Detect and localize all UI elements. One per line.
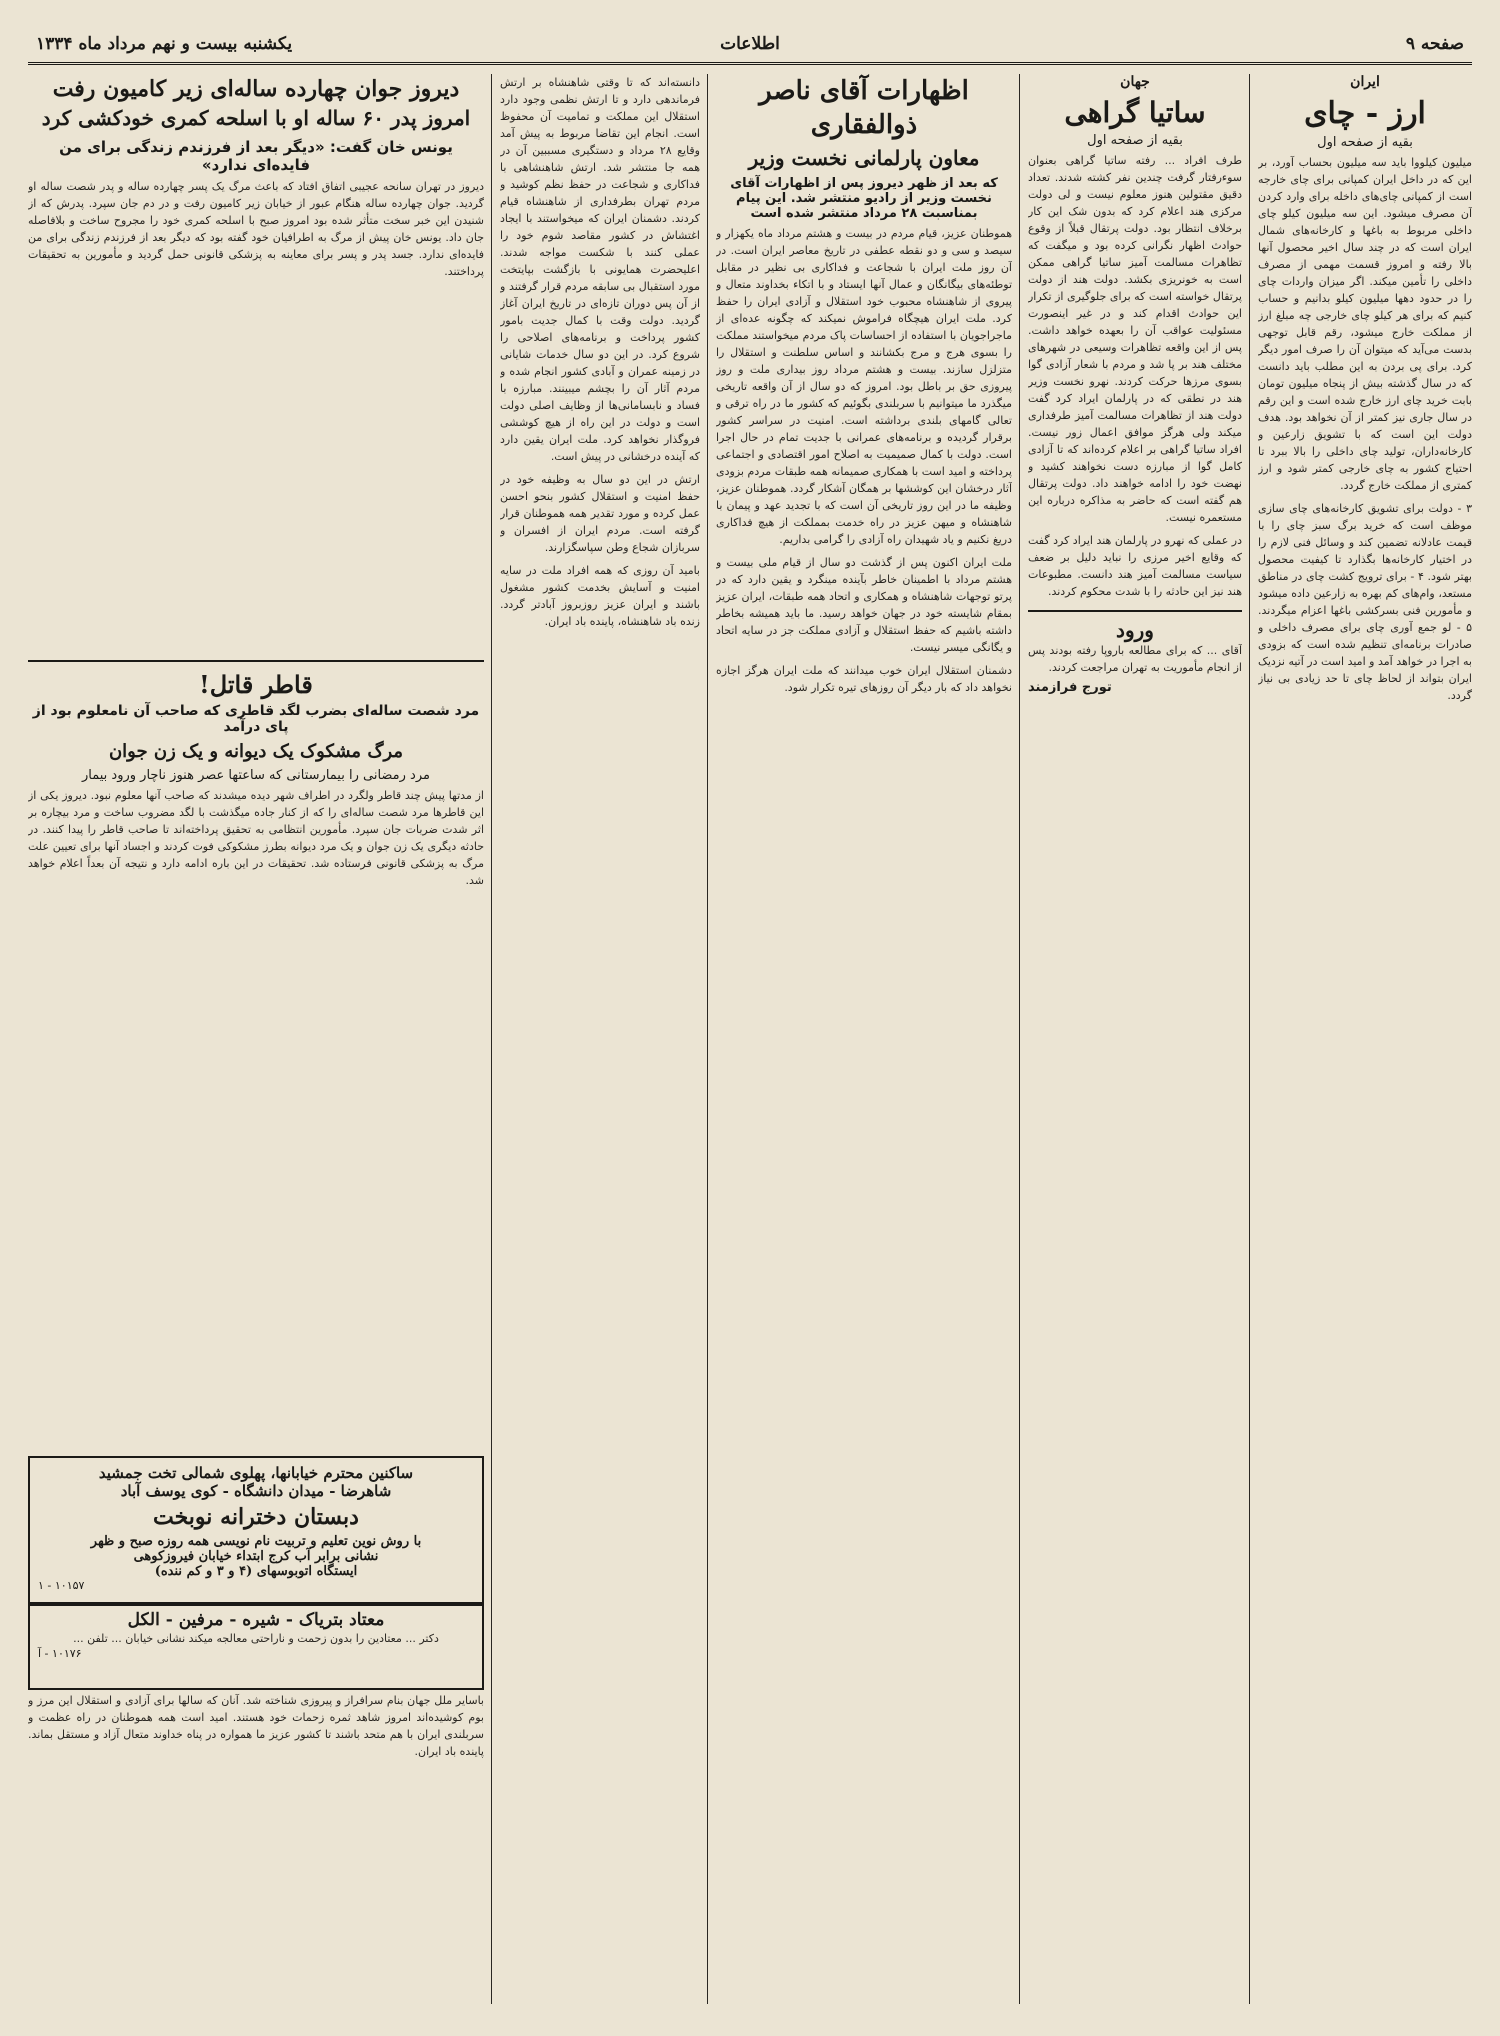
advert-line: با روش نوین تعلیم و تربیت نام نویسی همه روزه صبح و ظهر xyxy=(90,1534,422,1549)
column-rule xyxy=(1019,74,1020,2004)
article-body-continued: ارتش در این دو سال به وظیفه خود در حفظ امنیت و استقلال کشور بنحو احسن عمل کرده و مورد تقدیر همه هموطنان قرار گرفته است. مردم ایران از افسران و سربازان شجاع وطن سپاسگزارند. xyxy=(500,473,700,554)
story-title-second: امروز پدر ۶۰ ساله او با اسلحه کمری خودکشی کرد xyxy=(41,106,471,130)
advert-code: ۱۰۱۵۷ - ۱ xyxy=(38,1579,85,1592)
page-number: صفحه ۹ xyxy=(1405,34,1464,54)
column-rule xyxy=(707,74,708,2004)
author-signature: تورج فرازمند xyxy=(1028,680,1112,695)
column-satyagraha xyxy=(1028,74,1242,2004)
continued-note: بقیه از صفحه اول xyxy=(1087,133,1183,148)
column-currency-tea xyxy=(1258,74,1472,2004)
advert-title: دبستان دخترانه نوبخت xyxy=(153,1504,359,1530)
advert-body: دکتر ... معتادین را بدون زحمت و ناراحتی معالجه میکند نشانی خیابان ... تلفن ... xyxy=(73,1632,439,1645)
story-body: باسایر ملل جهان بنام سرافراز و پیروزی شناخته شد. آنان که سالها برای آزادی و استقلال این مرز و بوم کوشیده‌اند امروز شاهد ثمره زحمات خود هستند. امید است همه هموطنان در راه عظمت و سربلندی ایران با هم متحد باشند تا کشور عزیز ما همواره در پناه خداوند متعال آزاد و مستقل بماند. پاینده باد ایران. xyxy=(28,1694,484,1758)
story-body: از مدتها پیش چند قاطر ولگرد در اطراف شهر دیده میشدند که صاحب آنها معلوم نبود. دیروز یکی از این قاطرها مرد شصت ساله‌ای را که از کنار جاده میگذشت با لگد مضروب ساخت و مرد بیچاره بر اثر شدت ضربات جان سپرد. مأمورین انتظامی به تحقیق پرداخته‌اند تا صاحب قاطر را پیدا کنند. در حادثه دیگری یک زن جوان و یک مرد دیوانه بطرز مشکوکی فوت کردند و اجساد آنها برای تعیین علت مرگ به پزشکی قانونی فرستاده شد. تحقیقات در این باره ادامه دارد و نتیجه آن بعداً اعلام خواهد شد. xyxy=(28,789,484,887)
column-rule xyxy=(491,74,492,2004)
article-closing: دشمنان استقلال ایران خوب میدانند که ملت ایران هرگز اجازه نخواهد داد که بار دیگر آن روزهای تیره تکرار شود. xyxy=(716,664,1012,694)
advert-line: شاهرضا - میدان دانشگاه - کوی یوسف آباد xyxy=(120,1482,392,1500)
article-body-continued: ملت ایران اکنون پس از گذشت دو سال از قیام ملی بیست و هشتم مرداد با اطمینان خاطر بآینده مینگرد و یقین دارد که در پرتو توجهات شاهنشاه و همکاری و اتحاد همه طبقات، ایران عزیز بمقام شایسته خود در جهان خواهد رسید. ما باید همیشه بخاطر داشته باشیم که حفظ استقلال و آزادی مملکت جز در سایه اتحاد و یگانگی میسر نیست. xyxy=(716,556,1012,654)
section-label: جهان xyxy=(1120,74,1150,90)
article-body-continued: ۳ - دولت برای تشویق کارخانه‌های چای سازی موظف است که خرید برگ سبز چای را با قیمت عادلانه تضمین کند و وسائل فنی لازم را در اختیار کارخانه‌ها بگذارد تا کیفیت محصول بهتر شود. ۴ - برای ترویج کشت چای در مناطق مستعد، وام‌های کم بهره به زارعین داده میشود و مأمورین فنی بسرکشی باغها اعزام میگردند. ۵ - لو جمع آوری چای برای مصرف داخلی و صادرات برنامه‌ای تنظیم شده است که بزودی به اجرا در خواهد آمد و امید است در آتیه نزدیک ایران بتواند از لحاظ چای تا حد زیادی بی نیاز گردد. xyxy=(1258,502,1472,702)
column-zolfaghari-statement xyxy=(716,74,1012,2004)
advert-addiction-clinic xyxy=(28,1602,484,1690)
article-closing: بامید آن روزی که همه افراد ملت در سایه امنیت و آسایش بخدمت کشور مشغول باشند و ایران عزیز روزبروز آبادتر گردد. زنده باد شاهنشاه، پاینده باد ایران. xyxy=(500,564,700,628)
article-body: هموطنان عزیز، قیام مردم در بیست و هشتم مرداد ماه یکهزار و سیصد و سی و دو نقطه عطفی در تاریخ معاصر ایران است. در آن روز ملت ایران با شجاعت و فداکاری بی نظیر در مقابل توطئه‌های بیگانگان و عمال آنها ایستاد و با اتکاء بخداوند متعال و پیروی از شاهنشاه محبوب خود استقلال و آزادی ایران را حفظ کرد. ملت ایران هیچگاه فراموش نمیکند که چگونه عده‌ای از ماجراجویان با استفاده از احساسات پاک مردم میخواستند مملکت را بسوی هرج و مرج بکشانند و اساس سلطنت و استقلال را متزلزل سازند. بیست و هشتم مرداد روز بیداری ملت و روز پیروزی حق بر باطل بود. امروز که دو سال از آن واقعه تاریخی میگذرد ما میتوانیم با سربلندی بگوئیم که کشور ما در راه ترقی و تعالی گامهای بلندی برداشته است. امنیت در سراسر کشور برقرار گردیده و برنامه‌های عمرانی با جدیت تمام در حال اجرا است. دولت با کمال صمیمیت به اصلاح امور اقتصادی و اجتماعی پرداخته و امید است با همکاری صمیمانه همه طبقات مردم بزودی آثار درخشان این کوششها بر همگان آشکار گردد. هموطنان عزیز، وظیفه ما در این روز تاریخی آن است که با تجدید عهد و پیمان با شاهنشاه و میهن عزیز در راه خدمت بمملکت از هیچ فداکاری دریغ نکنیم و یاد شهیدان راه آزادی را گرامی بداریم. xyxy=(716,227,1012,546)
article-subtitle: معاون پارلمانی نخست وزیر xyxy=(748,146,980,170)
section-rule xyxy=(28,660,484,662)
advert-line: ایستگاه اتوبوسهای (۴ و ۳ و کم ننده) xyxy=(154,1564,358,1579)
section-label: ایران xyxy=(1350,74,1380,90)
advert-line: ساکنین محترم خیابانها، پهلوی شمالی تخت جمشید xyxy=(98,1464,414,1482)
arrival-body: آقای ... که برای مطالعه باروپا رفته بودند پس از انجام مأموریت به تهران مراجعت کردند. xyxy=(1028,644,1242,674)
story-kicker: یونس خان گفت: «دیگر بعد از فرزندم زندگی برای من فایده‌ای ندارد» xyxy=(59,138,453,174)
story-killer-mule xyxy=(28,670,484,1450)
story-title-second: مرگ مشکوک یک دیوانه و یک زن جوان xyxy=(108,741,404,762)
article-body: میلیون کیلووا باید سه میلیون بحساب آورد، بر این که در داخل ایران کمپانی برای چای خارجه است از کمپانی چای‌های داخله برای وارد کردن آن مصرف میشود. این سه میلیون کیلو چای داخلی مربوط به باغها و کارخانه‌های شمال ایران است که در چند سال اخیر محصول آنها بالا رفته و امروز قسمت مهمی از مصرف داخلی را تأمین میکند. اگر میزان واردات چای را در حدود دهها میلیون کیلو بدانیم و حساب کنیم که برای هر کیلو چای خارجی چه مبلغ ارز از مملکت خارج میشود، رقم قابل توجهی بدست می‌آید که میتوان آن را صرف امور دیگر کرد. برای پی بردن به این مطلب باید دانست که در سال گذشته بیش از پنجاه میلیون تومان بابت خرید چای ارز خارج شده است و این رقم در سال جاری نیز کمتر از آن نخواهد بود. هدف دولت این است که با تشویق زارعین و کارخانه‌داران، تولید چای داخلی را بالا ببرد تا احتیاج کشور به چای خارجی کمتر شود و ارز کمتری از مملکت خارج گردد. xyxy=(1258,156,1472,492)
advert-code: ۱۰۱۷۶ - آ xyxy=(38,1647,82,1660)
column-continuation xyxy=(500,74,700,2004)
column-local-news xyxy=(28,74,484,2004)
article-body: طرف افراد ... رفته ساتیا گراهی بعنوان سوءرفتار گرفت چندین نفر کشته شدند. تعداد دقیق مقتولین هنوز معلوم نیست و لی دولت مرکزی هند اعلام کرد که بدون شک این کار برخلاف انتظار بود. دولت پرتقال قبلاً از وقوع حوادث اظهار نگرانی کرده بود و میگفت که تظاهرات مسالمت آمیز ساتیا گراهی ممکن است به خونریزی بکشد. دولت هند از دولت پرتقال خواسته است که برای جلوگیری از تکرار این حوادث اقدام کند و در غیر اینصورت مسئولیت عواقب آن را بعهده خواهد داشت. پس از این واقعه تظاهرات وسیعی در شهرهای مختلف هند بر پا شد و مردم با شعار آزادی گوا بسوی مرزها حرکت کردند. نهرو نخست وزیر هند در نطقی که در پارلمان ایراد کرد گفت دولت هند از تظاهرات مسالمت آمیز طرفداری میکند ولی هرگز موافق اعمال زور نیست. افراد ساتیا گراهی بر اعلام کرده‌اند که تا آزادی کامل گوا از مبارزه دست نخواهند کشید و نهضت خود را ادامه خواهند داد. دولت پرتقال هم گفته است که حاضر به مذاکره درباره این مستعمره نیست. xyxy=(1028,154,1242,524)
paper-name: اطلاعات xyxy=(720,34,780,54)
newspaper-page xyxy=(28,28,1472,2018)
issue-date: یکشنبه بیست و نهم مرداد ماه ۱۳۳۴ xyxy=(36,34,293,54)
story-subtitle: مرد شصت ساله‌ای بضرب لگد قاطری که صاحب آن نامعلوم بود از پای درآمد xyxy=(32,703,480,735)
story-kicker: مرد رمضانی را بیمارستانی که ساعتها عصر هنوز ناچار ورود بیمار xyxy=(82,768,430,783)
article-lead: که بعد از ظهر دیروز پس از اظهارات آقای نخست وزیر از رادیو منتشر شد. این پیام بمناسبت ۲۸ مرداد منتشر شده است xyxy=(730,176,998,221)
article-title: اظهارات آقای ناصر ذوالفقاری xyxy=(759,76,969,140)
story-title: قاطر قاتل! xyxy=(199,670,313,699)
story-body: دیروز در تهران سانحه عجیبی اتفاق افتاد که باعث مرگ یک پسر چهارده ساله و پدر شصت ساله او گردید. جوان چهارده ساله هنگام عبور از خیابان زیر کامیون رفت و در دم جان سپرد. پدرش که از شنیدن این خبر سخت متأثر شده بود امروز صبح با اسلحه کمری خود را مجروح ساخت و بلافاصله جان داد. یونس خان پیش از مرگ به اطرافیان خود گفته بود که دیگر بعد از فرزندم زندگی برای من فایده‌ای ندارد. جسد پدر و پسر برای معاینه به پزشکی قانونی حمل گردید و مأمورین به تحقیقات پرداختند. xyxy=(28,180,484,278)
advert-line: نشانی برابر آب کرج ابتداء خیابان فیروزکوهی xyxy=(133,1549,379,1564)
article-title: ارز - چای xyxy=(1304,96,1426,131)
article-body-continued: در عملی که نهرو در پارلمان هند ایراد کرد گفت که وقایع اخیر مرزی را نباید دلیل بر ضعف سیاست مسالمت آمیز هند دانست. مطبوعات هند نیز این حادثه را با شدت محکوم کردند. xyxy=(1028,534,1242,598)
masthead xyxy=(28,28,1472,65)
continued-note: بقیه از صفحه اول xyxy=(1317,135,1413,150)
article-body: دانسته‌اند که تا وقتی شاهنشاه بر ارتش فرماندهی دارد و تا ارتش نظمی وجود دارد استقلال این مملکت و تمامیت آن محفوظ است. انجام این تقاضا مربوط به پیش آمد وقایع ۲۸ مرداد و دستگیری مسببین آن در همه جا منتشر شد. ارتش شاهنشاهی با فداکاری و شجاعت در حفظ نظم کوشید و مردم تهران بطرفداری از شاهنشاه قیام کردند. دشمنان ایران که میخواستند با ایجاد اغتشاش در کشور مقاصد شوم خود را عملی کنند با شکست مواجه شدند. اعلیحضرت همایونی با بازگشت بپایتخت مورد استقبال بی سابقه مردم قرار گرفتند و از آن پس دوران تازه‌ای در تاریخ ایران آغاز گردید. دولت وقت با کمال جدیت بامور کشور پرداخت و برنامه‌های اصلاحی را شروع کرد. در این دو سال خدمات شایانی در زمینه عمران و آبادی کشور انجام شده و مردم آثار آن را بچشم میبینند. مبارزه با فساد و نابسامانی‌ها از وظایف اصلی دولت است و دولت در این راه از هیچ کوششی فروگذار نخواهد کرد. ملت ایران یقین دارد که آینده درخشانی در پیش است. xyxy=(500,76,700,463)
advert-title: معتاد بتریاک - شیره - مرفین - الکل xyxy=(127,1610,385,1630)
column-rule xyxy=(1249,74,1250,2004)
story-title: دیروز جوان چهارده ساله‌ای زیر کامیون رفت xyxy=(52,76,460,102)
arrival-heading: ورود xyxy=(1028,610,1242,642)
article-title: ساتیا گراهی xyxy=(1064,96,1206,129)
story-closing xyxy=(28,1692,484,1992)
advert-nobakht-school xyxy=(28,1456,484,1606)
story-accident xyxy=(28,74,484,654)
